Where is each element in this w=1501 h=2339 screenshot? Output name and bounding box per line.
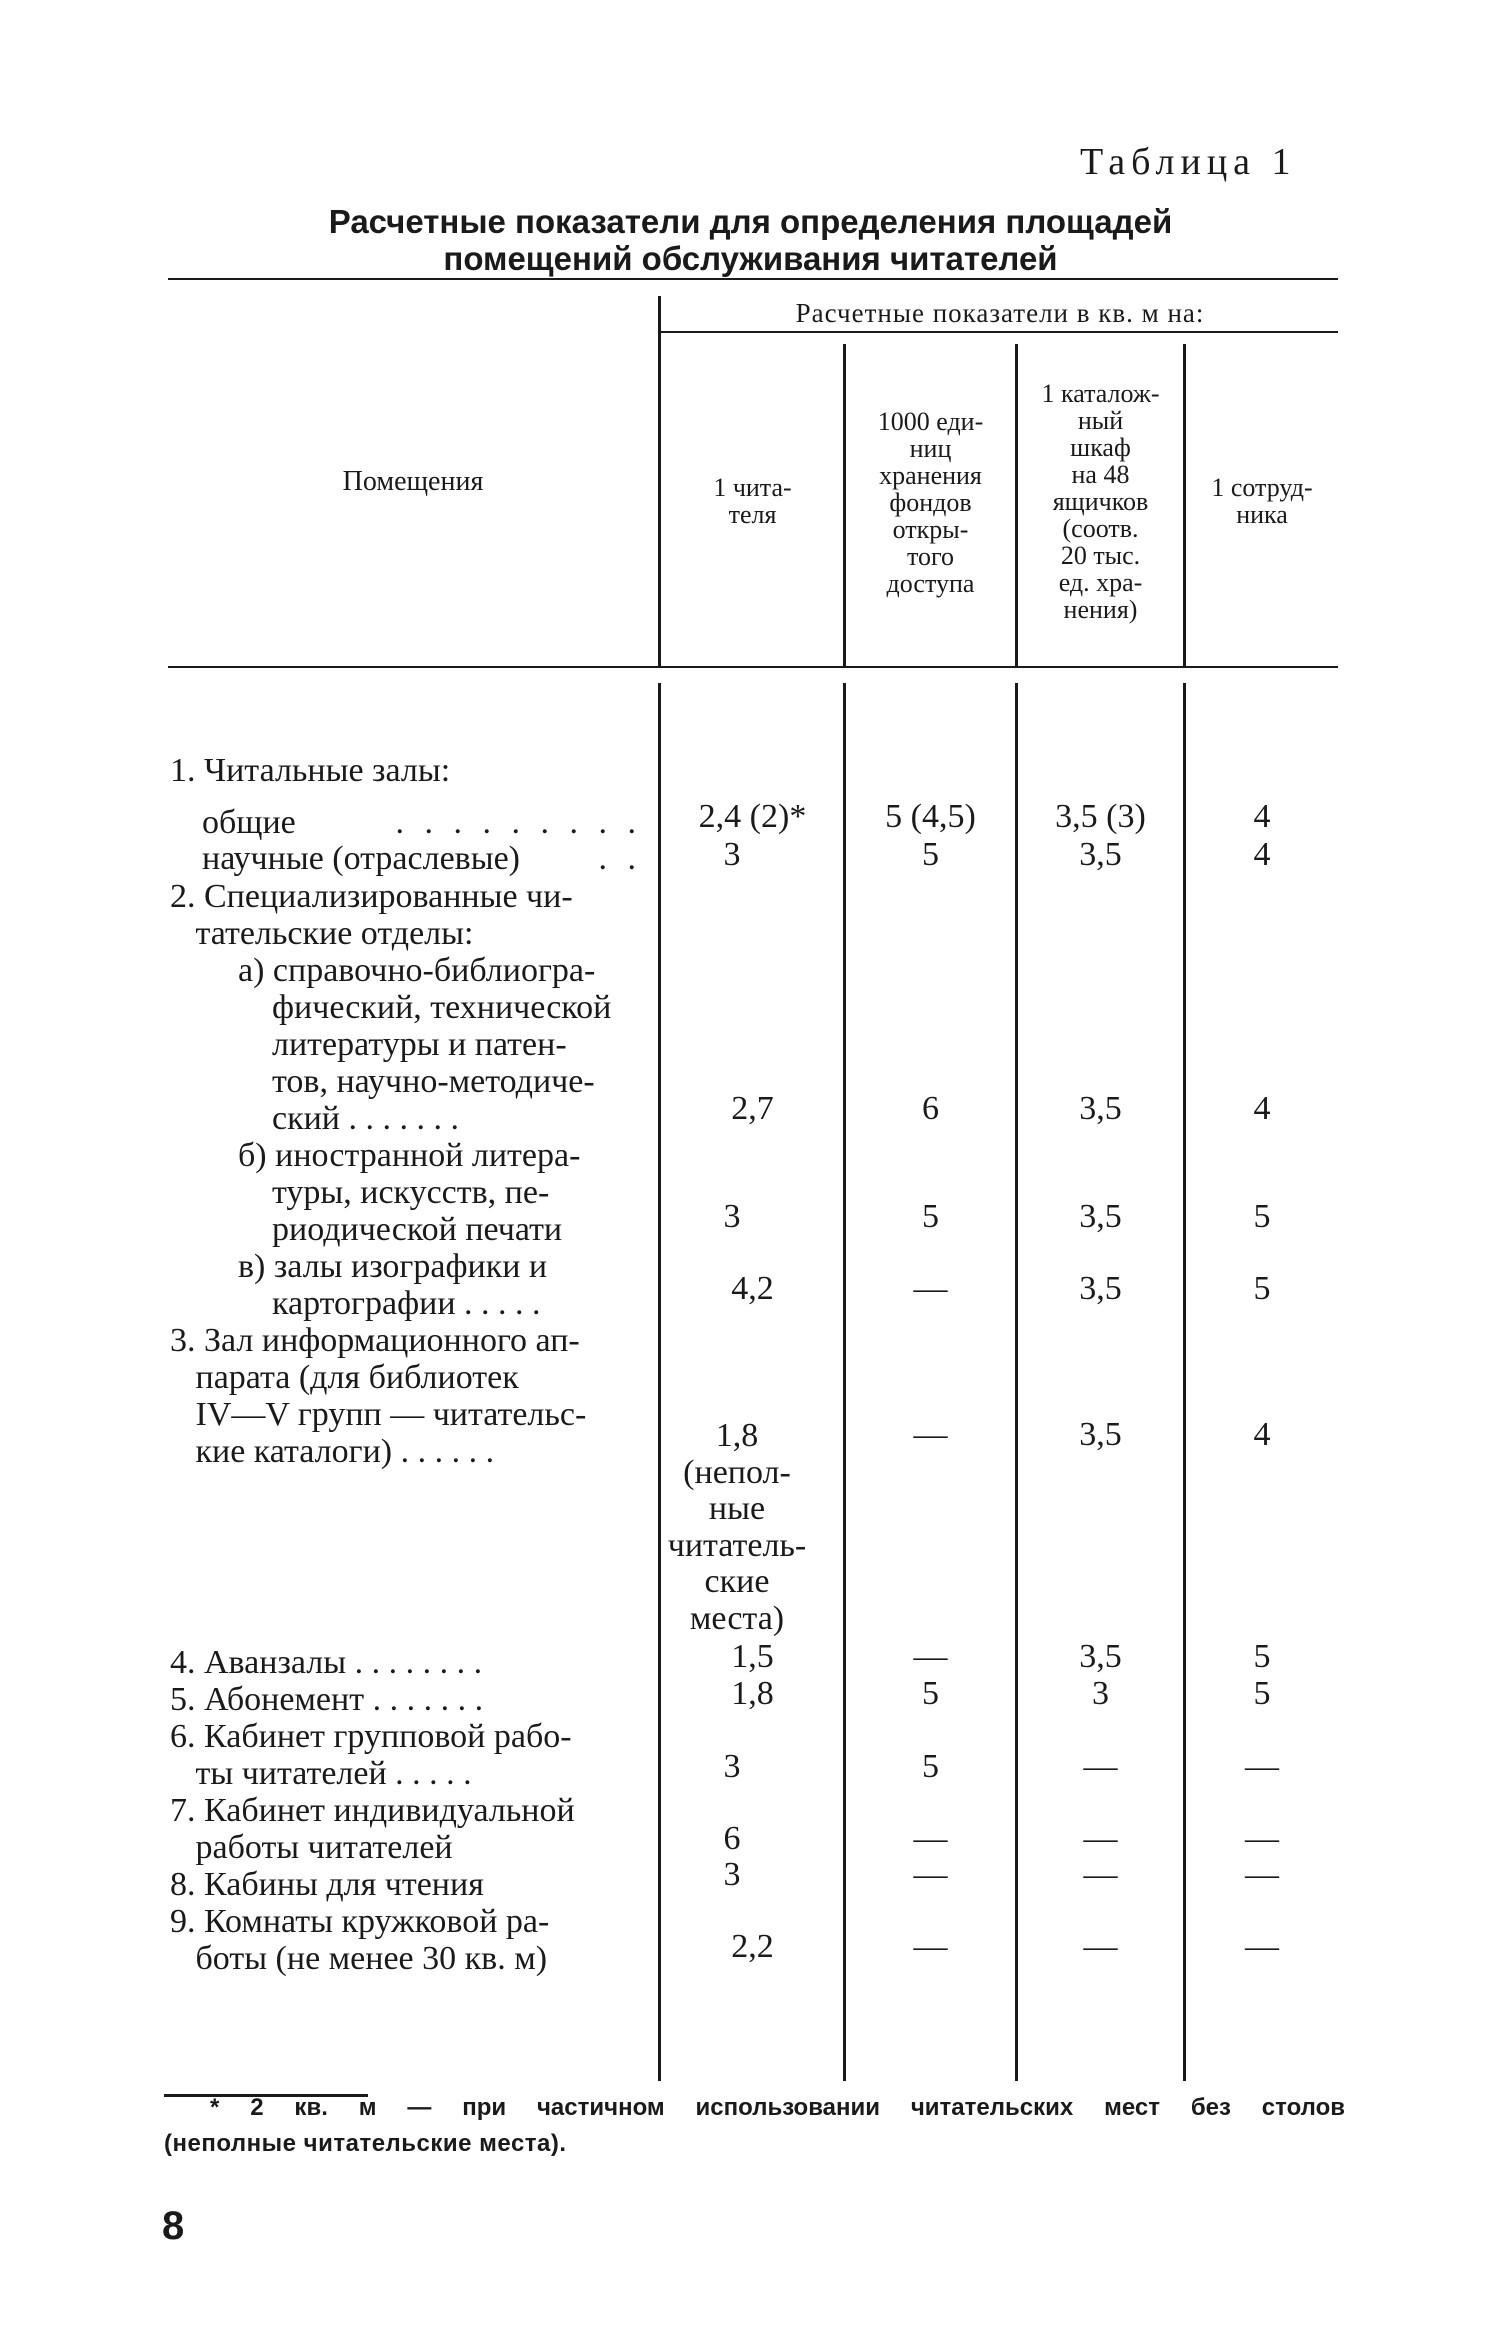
cell-2c-per-cabinet: 3,5 (1079, 1270, 1122, 1307)
cell-booths-per-1000: — (913, 1856, 948, 1893)
cell-club-rooms-per-cabinet: — (1083, 1928, 1118, 1965)
row-individual-work: 7. Кабинет индивидуальной работы читателей (170, 1792, 575, 1866)
cell-group-work-per-cabinet: — (1083, 1748, 1118, 1785)
cell-lending-per-reader: 1,8 (731, 1675, 774, 1712)
row-info-hall: 3. Зал информационного ап- парата (для библиотек IV—V групп — читательс- кие каталоги) . . . . . . (170, 1322, 587, 1470)
table-title-line1: Расчетные показатели для определения площадей (328, 203, 1173, 240)
cell-lending-per-1000: 5 (922, 1675, 939, 1712)
table-title-line2: помещений обслуживания читателей (443, 240, 1058, 277)
page-number: 8 (162, 2204, 185, 2248)
row-reading-halls: 1. Читальные залы: (170, 752, 451, 789)
row-anterooms: 4. Аванзалы . . . . . . . . (170, 1644, 483, 1681)
cell-scientific-per-cabinet: 3,5 (1079, 836, 1122, 873)
cell-individual-work-per-1000: — (913, 1820, 948, 1857)
header-bottom-rule (168, 666, 1338, 668)
cell-booths-per-reader: 3 (723, 1856, 741, 1893)
cell-general-per-1000: 5 (4,5) (885, 798, 976, 835)
cell-2a-per-cabinet: 3,5 (1079, 1090, 1122, 1127)
col-rule-1-header (658, 296, 661, 666)
header-per-reader: 1 чита- теля (713, 473, 792, 529)
row-club-rooms: 9. Комнаты кружковой ра- боты (не менее 30 кв. м) (170, 1903, 550, 1977)
cell-club-rooms-per-employee: — (1245, 1928, 1279, 1965)
row-scientific-label: научные (отраслевые) (202, 840, 520, 877)
cell-club-rooms-per-1000: — (913, 1928, 948, 1965)
cell-2c-per-employee: 5 (1253, 1270, 1271, 1307)
cell-info-hall-per-reader: 1,8 (непол- ные читатель- ские места) (667, 1417, 807, 1637)
footnote-line1: * 2 кв. м — при частичном использовании читательских мест без столов (210, 2094, 1345, 2121)
cell-scientific-per-1000: 5 (922, 836, 939, 873)
row-reading-booths: 8. Кабины для чтения (170, 1866, 484, 1903)
cell-individual-work-per-employee: — (1245, 1820, 1279, 1857)
footnote-line2: (неполные читательские места). (164, 2130, 567, 2157)
cell-lending-per-employee: 5 (1253, 1675, 1271, 1712)
row-group-work: 6. Кабинет групповой рабо- ты читателей . . . . . (170, 1718, 572, 1792)
cell-group-work-per-1000: 5 (922, 1748, 939, 1785)
cell-2c-per-reader: 4,2 (731, 1270, 774, 1307)
row-general (202, 806, 642, 840)
table-label: Таблица 1 (1080, 141, 1297, 183)
cell-general-per-cabinet: 3,5 (3) (1055, 798, 1146, 835)
cell-anterooms-per-employee: 5 (1253, 1638, 1271, 1675)
cell-2a-per-employee: 4 (1253, 1090, 1271, 1127)
header-per-1000-units: 1000 еди- ниц хранения фондов откры- того доступа (877, 407, 984, 598)
cell-2b-per-reader: 3 (723, 1198, 741, 1235)
cell-2b-per-1000: 5 (922, 1198, 939, 1235)
cell-individual-work-per-cabinet: — (1083, 1820, 1118, 1857)
row-scientific (202, 842, 642, 876)
cell-info-hall-per-employee: 4 (1253, 1416, 1271, 1453)
row-scientific-dots: . . (598, 840, 642, 877)
header-rooms: Помещения (342, 466, 484, 497)
cell-group-work-per-reader: 3 (723, 1748, 741, 1785)
cell-2a-per-1000: 6 (922, 1090, 939, 1127)
group-header-rule (660, 331, 1338, 333)
cell-2a-per-reader: 2,7 (731, 1090, 774, 1127)
cell-2b-per-employee: 5 (1253, 1198, 1271, 1235)
cell-individual-work-per-reader: 6 (723, 1820, 741, 1857)
header-per-employee: 1 сотруд- ника (1211, 473, 1313, 529)
cell-general-per-employee: 4 (1253, 798, 1271, 835)
cell-anterooms-per-1000: — (913, 1638, 948, 1675)
col-rule-1-body (658, 683, 661, 2081)
cell-club-rooms-per-reader: 2,2 (731, 1928, 774, 1965)
cell-2c-per-1000: — (913, 1270, 948, 1307)
cell-group-work-per-employee: — (1245, 1748, 1279, 1785)
group-header: Расчетные показатели в кв. м на: (795, 298, 1205, 328)
cell-anterooms-per-cabinet: 3,5 (1079, 1638, 1122, 1675)
row-specialized: 2. Специализированные чи- тательские отделы: (170, 878, 573, 952)
row-lending: 5. Абонемент . . . . . . . (170, 1681, 484, 1718)
row-general-label: общие (202, 804, 296, 841)
cell-lending-per-cabinet: 3 (1092, 1675, 1109, 1712)
cell-scientific-per-employee: 4 (1253, 836, 1271, 873)
cell-info-hall-per-1000: — (913, 1416, 948, 1453)
table-top-rule (168, 278, 1338, 280)
cell-scientific-per-reader: 3 (723, 836, 741, 873)
row-specialized-c: в) залы изографики и картографии . . . . . (238, 1248, 548, 1322)
cell-general-per-reader: 2,4 (2)* (698, 798, 807, 835)
row-specialized-a: а) справочно-библиогра- фический, технической литературы и патен- тов, научно-методиче- ский . . . . . . . (238, 952, 612, 1137)
cell-booths-per-employee: — (1245, 1856, 1279, 1893)
header-per-catalog-cabinet: 1 каталож- ный шкаф на 48 ящичков (соотв. 20 тыс. ед. хра- нения) (1041, 379, 1160, 624)
cell-anterooms-per-reader: 1,5 (731, 1638, 774, 1675)
cell-info-hall-per-cabinet: 3,5 (1079, 1416, 1122, 1453)
row-specialized-b: б) иностранной литера- туры, искусств, пе- риодической печати (238, 1137, 581, 1248)
cell-2b-per-cabinet: 3,5 (1079, 1198, 1122, 1235)
row-general-dots: . . . . . . . . . (395, 804, 642, 841)
cell-booths-per-cabinet: — (1083, 1856, 1118, 1893)
